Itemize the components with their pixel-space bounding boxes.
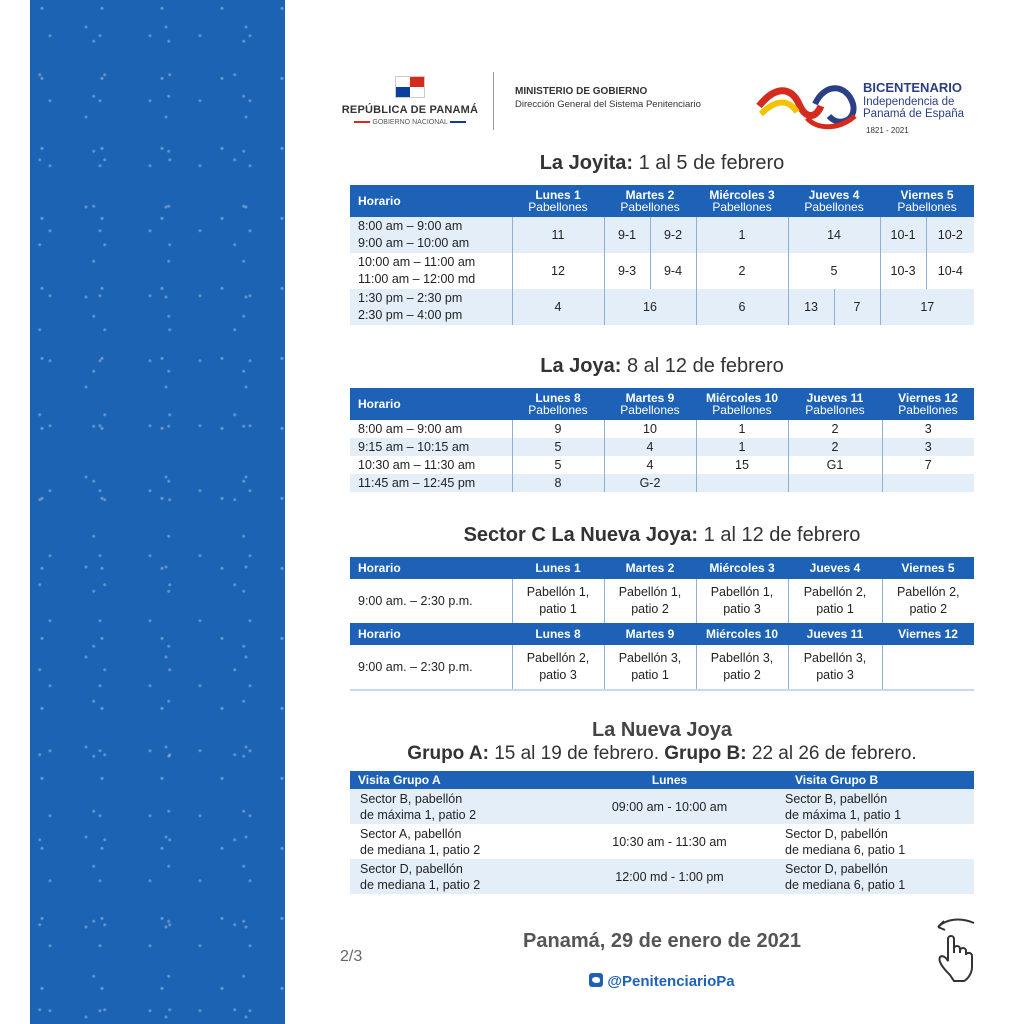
cell: 8 [512,474,604,492]
joya-title: La Joya: 8 al 12 de febrero [540,355,784,377]
cell: Sector B, pabellón de máxima 1, patio 2 [350,789,562,824]
table-row [350,438,974,456]
table-row [350,474,974,492]
sector-c-day-header: Miércoles 3 [696,557,788,579]
joya-day-header: Lunes 8 Pabellones [512,388,604,420]
joyita-table [350,185,974,325]
cell: 5 [788,253,880,289]
time-cell: 9:00 am. – 2:30 p.m. [350,645,512,690]
joya-day-header: Miércoles 10 Pabellones [696,388,788,420]
col-lunes: Lunes [562,771,777,789]
table-row [350,456,974,474]
sector-c-table [350,557,974,691]
ministry-block [515,86,701,110]
panama-flag-icon [395,76,425,98]
time-cell: 9:00 am. – 2:30 p.m. [350,579,512,623]
joya-day-header: Viernes 12 Pabellones [882,388,974,420]
joyita-horario-header: Horario [350,185,512,217]
bicentennial-text: Independencia de Panamá de España [863,96,965,120]
ministry-dept: Dirección General del Sistema Penitenciario [515,99,701,110]
cell: 10-3 [880,253,926,289]
cell [882,645,974,690]
cell [788,474,882,492]
sector-c-day-header: Viernes 5 [882,557,974,579]
cell: 7 [882,456,974,474]
sector-c-day-header: Lunes 1 [512,557,604,579]
col-grupo-a: Visita Grupo A [350,771,562,789]
cell: 7 [834,289,880,325]
page-header [340,72,990,142]
cell: 10 [604,420,696,438]
cell: Pabellón 2, patio 2 [882,579,974,623]
cell: 4 [512,289,604,325]
cell: 1 [696,217,788,253]
table-row [350,289,974,325]
cell: Pabellón 3, patio 3 [788,645,882,690]
cell: Pabellón 1, patio 1 [512,579,604,623]
cell: 9-4 [650,253,696,289]
sector-c-horario-header: Horario [350,557,512,579]
table-row [350,789,974,824]
nueva-joya-table [350,771,974,894]
time-cell: 09:00 am - 10:00 am [562,789,777,824]
time-cell: 9:15 am – 10:15 am [350,438,512,456]
cell: 1 [696,420,788,438]
joyita-day-header: Viernes 5 Pabellones [880,185,974,217]
cell: Sector A, pabellón de mediana 1, patio 2 [350,824,562,859]
cell: Sector B, pabellón de máxima 1, patio 1 [777,789,974,824]
cell: Pabellón 1, patio 3 [696,579,788,623]
table-row [350,824,974,859]
cell: 5 [512,438,604,456]
time-cell: 8:00 am – 9:00 am 9:00 am – 10:00 am [350,217,512,253]
cell: Sector D, pabellón de mediana 6, patio 1 [777,859,974,894]
cell: 2 [788,438,882,456]
cell: 10-2 [926,217,974,253]
gov-name: REPÚBLICA DE PANAMÁ [341,104,479,116]
cell: 13 [788,289,834,325]
cell [696,474,788,492]
sector-c-title: Sector C La Nueva Joya: 1 al 12 de febrero [463,524,861,546]
cell: 10-4 [926,253,974,289]
cell: 10-1 [880,217,926,253]
cell: Pabellón 2, patio 3 [512,645,604,690]
cell: 2 [788,420,882,438]
time-cell: 10:30 am - 11:30 am [562,824,777,859]
government-logo [340,72,480,126]
date-line: Panamá, 29 de enero de 2021 [523,930,801,952]
table-row [350,217,974,253]
sector-c-day-header: Viernes 12 [882,623,974,645]
time-cell: 10:30 am – 11:30 am [350,456,512,474]
cell: 12 [512,253,604,289]
twitter-icon [589,973,603,987]
cell: 1 [696,438,788,456]
cell: 9 [512,420,604,438]
cell: 4 [604,438,696,456]
nueva-joya-subtitle: Grupo A: 15 al 19 de febrero. Grupo B: 22 al 26 de febrero. [407,743,917,764]
twitter-handle[interactable]: @PenitenciarioPa [350,973,974,990]
gov-subtitle: GOBIERNO NACIONAL [340,119,480,126]
bicentennial-ribbon-icon [755,76,863,136]
cell: 5 [512,456,604,474]
table-row [350,859,974,894]
cell: Sector D, pabellón de mediana 6, patio 1 [777,824,974,859]
sector-c-day-header: Jueves 11 [788,623,882,645]
time-cell: 11:45 am – 12:45 pm [350,474,512,492]
sector-c-day-header: Lunes 8 [512,623,604,645]
bicentennial-years: 1821 - 2021 [866,126,909,135]
joyita-day-header: Jueves 4 Pabellones [788,185,880,217]
cell: 9-3 [604,253,650,289]
cell: 14 [788,217,880,253]
cell: 4 [604,456,696,474]
joya-day-header: Jueves 11 Pabellones [788,388,882,420]
cell: 9-2 [650,217,696,253]
cell: 15 [696,456,788,474]
table-row [350,253,974,289]
time-cell: 10:00 am – 11:00 am 11:00 am – 12:00 md [350,253,512,289]
cell: Pabellón 1, patio 2 [604,579,696,623]
cell: Pabellón 3, patio 1 [604,645,696,690]
cell: 6 [696,289,788,325]
cell: Pabellón 3, patio 2 [696,645,788,690]
cell [882,474,974,492]
bicentennial-title: BICENTENARIO [863,80,962,95]
table-row [350,420,974,438]
bicentennial-logo [755,76,995,140]
time-cell: 8:00 am – 9:00 am [350,420,512,438]
cell: 3 [882,420,974,438]
sector-c-day-header: Jueves 4 [788,557,882,579]
cell: G-2 [604,474,696,492]
cell: 2 [696,253,788,289]
table-row [350,645,974,690]
sector-c-day-header: Martes 9 [604,623,696,645]
col-grupo-b: Visita Grupo B [777,771,974,789]
cell: 11 [512,217,604,253]
cell: 17 [880,289,974,325]
page-number: 2/3 [340,948,363,965]
joyita-day-header: Martes 2 Pabellones [604,185,696,217]
nueva-joya-title: La Nueva Joya [591,719,733,741]
sector-c-horario-header: Horario [350,623,512,645]
cell: Sector D, pabellón de mediana 1, patio 2 [350,859,562,894]
sector-c-day-header: Martes 2 [604,557,696,579]
swipe-hand-icon [930,915,980,985]
joyita-title: La Joyita: 1 al 5 de febrero [539,152,785,174]
cell: 3 [882,438,974,456]
joya-horario-header: Horario [350,388,512,420]
time-cell: 1:30 pm – 2:30 pm 2:30 pm – 4:00 pm [350,289,512,325]
decorative-side-panel [30,0,285,1024]
joyita-day-header: Miércoles 3 Pabellones [696,185,788,217]
sector-c-day-header: Miércoles 10 [696,623,788,645]
ministry-name: MINISTERIO DE GOBIERNO [515,86,648,97]
joya-day-header: Martes 9 Pabellones [604,388,696,420]
cell: G1 [788,456,882,474]
table-row [350,579,974,623]
joyita-day-header: Lunes 1 Pabellones [512,185,604,217]
cell: 16 [604,289,696,325]
header-divider [493,72,494,130]
cell: Pabellón 2, patio 1 [788,579,882,623]
time-cell: 12:00 md - 1:00 pm [562,859,777,894]
cell: 9-1 [604,217,650,253]
joya-table [350,388,974,492]
